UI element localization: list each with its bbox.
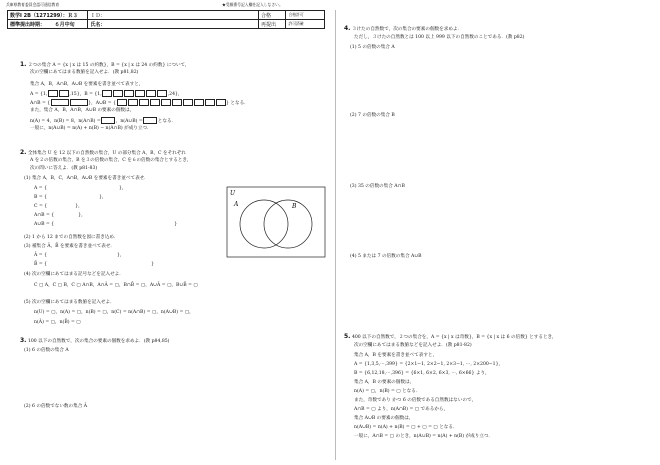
answer-box[interactable] xyxy=(101,117,115,124)
venn-a-label: A xyxy=(234,201,239,208)
header-table xyxy=(7,10,325,29)
q1-line3 xyxy=(30,99,249,107)
q3-intro-line xyxy=(20,338,169,345)
answer-box[interactable] xyxy=(194,99,204,106)
pass-label: 合格 xyxy=(258,11,286,20)
set-a-label: A = { xyxy=(34,186,48,191)
answer-box[interactable] xyxy=(205,99,215,106)
q2-intro-line xyxy=(20,150,186,157)
q4-part2: (2) 7 の倍数の集合 B xyxy=(350,113,395,118)
q5-line5[interactable]: n(A) = ▢，n(B) = ▢ となる． xyxy=(354,389,421,394)
answer-box[interactable] xyxy=(150,99,160,106)
q1-l2c: ,24}， xyxy=(167,92,183,97)
q4-part3: (3) 35 の倍数の集合 A∩B xyxy=(350,184,405,189)
q1-l2a: A = {1, xyxy=(30,92,48,97)
q4-number: 4. xyxy=(344,25,351,32)
q5-line6: また，奇数であり かつ 6 の倍数である自然数はないので， xyxy=(354,398,477,403)
q2-bbar xyxy=(34,262,154,268)
q3-part2: (2) 6 の倍数でない数の集合 Ā xyxy=(24,404,88,409)
q1-line1: 集合 A，B，A∩B，A∪B を要素を書き並べて表すと， xyxy=(30,82,144,87)
deadline-cell xyxy=(8,20,88,29)
set-close: }， xyxy=(119,186,127,191)
header-note: ★受験番号記入欄を記入しなさい。 xyxy=(222,2,283,7)
abar-label: Ā = { xyxy=(34,253,48,258)
q2-intro2: A を２の倍数の集合，B を３の倍数の集合，C を６の倍数の集合とするとき， xyxy=(30,158,192,163)
q5-intro2: 次の空欄にあてはまる数値などを記入せよ．(教 p81-82) xyxy=(354,343,472,348)
answer-box[interactable] xyxy=(172,99,182,106)
q1-intro-line xyxy=(20,62,190,69)
q5-line4: 集合 A，B の要素の個数は， xyxy=(354,380,415,385)
answer-box[interactable] xyxy=(157,90,167,97)
q4-intro-line xyxy=(344,26,462,33)
q5-number: 5. xyxy=(344,333,351,340)
pass-box: 合格許可 xyxy=(286,11,325,20)
set-close: }， xyxy=(99,195,107,200)
q5-line10[interactable]: 一般に，A∩B = ▢ のとき，n(A∪B) = n(A) + n(B) が成り立つ． xyxy=(354,434,493,439)
venn-diagram[interactable] xyxy=(226,186,326,258)
q5-line8: 集合 A∪B の要素の個数は， xyxy=(354,416,414,421)
answer-box[interactable] xyxy=(135,90,145,97)
set-aub-label: A∪B = { xyxy=(34,222,55,227)
deadline-label: 標準提出時期： xyxy=(10,21,46,28)
answer-box[interactable] xyxy=(128,99,138,106)
q2-part4: (4) 次の空欄にあてはまる記号などを記入せよ． xyxy=(24,272,124,277)
q1-l2b: ,15}，B = {1, xyxy=(69,92,102,97)
q1-l5b: ，n(A∪B) = xyxy=(115,119,143,124)
q2-part3: (3) 補集合 Ā，B̄ を要素を書き並べて表せ． xyxy=(24,244,115,249)
answer-box[interactable] xyxy=(216,99,226,106)
set-b-label: B = { xyxy=(34,195,48,200)
set-close: } xyxy=(151,262,155,267)
q2-abar xyxy=(34,253,125,259)
deadline-value: ６月中旬 xyxy=(54,21,75,28)
resubmit-label: 再提出 xyxy=(258,20,286,29)
q4-intro2: ただし，３けたの自然数とは 100 以上 999 以下の自然数のことである．(教 p82) xyxy=(354,35,525,40)
q1-intro: ２つの集合 A = {x | x は 15 の約数}，B = {x | x は 24 の約数} について， xyxy=(27,63,190,68)
q1-l5c: となる． xyxy=(157,119,177,124)
answer-box[interactable] xyxy=(161,99,171,106)
q2-part5-line2[interactable]: n(Ā) = ▢，n(B̄) = ▢ xyxy=(34,320,81,325)
q5-line1: 集合 A，B を要素を書き並べて表すと， xyxy=(354,353,438,358)
q3-intro: 100 以下の自然数で，次の集合の要素の個数を求めよ．(教 p84,85) xyxy=(27,339,170,344)
q1-l5a: n(A) = 4，n(B) = 8，n(A∩B) = xyxy=(30,119,101,124)
q1-number: 1. xyxy=(20,61,27,68)
q5-line9[interactable]: n(A∪B) = n(A) + n(B) = ▢ + ▢ = ▢ となる． xyxy=(354,425,458,430)
q2-set-anb xyxy=(34,213,86,219)
q2-part5: (5) 次の空欄にあてはまる数値を記入せよ． xyxy=(24,300,115,305)
q5-line2: A = {1,3,5,⋯,399} = {2×1−1, 2×2−1, 2×3−1, ⋯, 2×200−1}， xyxy=(354,362,504,367)
q1-l3b: }，A∪B = { xyxy=(88,101,117,106)
q1-line2 xyxy=(30,90,183,98)
answer-box[interactable] xyxy=(51,99,69,106)
set-anb-label: A∩B = { xyxy=(34,213,55,218)
column-divider xyxy=(335,10,336,460)
q2-part5-line1[interactable]: n(U) = ▢，n(A) = ▢，n(B) = ▢，n(C) = n(A∩B) = ▢，n(A∪B) = ▢， xyxy=(34,310,194,315)
q1-line6: 一般に，n(A∪B) = n(A) + n(B) − n(A∩B) が成り立つ． xyxy=(30,126,152,131)
set-close: }， xyxy=(75,204,83,209)
answer-box[interactable] xyxy=(102,90,112,97)
answer-box[interactable] xyxy=(139,99,149,106)
q5-line3: B = {6,12,18,⋯,396} = {6×1, 6×2, 6×3, ⋯, 6×66} より， xyxy=(354,371,490,376)
q1-l3c: } となる． xyxy=(226,101,249,106)
subject-title: 数学Ⅰ 2B（1271299）：Ｒ３ xyxy=(8,11,88,20)
venn-u-label: U xyxy=(230,190,236,197)
q4-intro: ３けたの自然数で，次の集合の要素の個数を求めよ． xyxy=(351,27,463,32)
q1-instruction: 次の空欄にあてはまる数値を記入せよ．(教 p81,82) xyxy=(30,70,139,75)
school-label: 兵庫県教育委員会認可通信教育 xyxy=(6,2,60,7)
q2-set-aub xyxy=(34,222,177,228)
q3-number: 3. xyxy=(20,337,27,344)
answer-box[interactable] xyxy=(124,90,134,97)
q2-part4-line[interactable]: C ▢ A，C ▢ B，C ▢ A∩B，A∩Ā = ▢，B∩B̄ = ▢，A∪Ā = ▢，B∪B̄ = ▢ xyxy=(34,283,198,288)
q2-intro3: 次の問いに答えよ．(教 p81-83) xyxy=(30,166,98,171)
q4-part1: (1) 5 の倍数の集合 A xyxy=(350,45,395,50)
answer-box[interactable] xyxy=(183,99,193,106)
q2-set-a xyxy=(34,186,127,192)
answer-box[interactable] xyxy=(143,117,157,124)
answer-box[interactable] xyxy=(48,90,58,97)
q2-part2: (2) 1 から 12 までの自然数を図に書き込め． xyxy=(24,235,119,240)
answer-box[interactable] xyxy=(117,99,127,106)
q1-l3a: A∩B = { xyxy=(30,101,51,106)
q1-line5 xyxy=(30,117,176,125)
set-close: }， xyxy=(117,253,125,258)
q5-intro: 400 以下の自然数で，２つの集合を，A = {x | x は奇数}，B = {x | x は 6 の倍数} とするとき， xyxy=(351,335,557,340)
q3-part1: (1) 6 の倍数の集合 A xyxy=(24,348,69,353)
set-close: }， xyxy=(78,213,86,218)
id-label: ＩＤ： xyxy=(90,12,106,19)
name-label: 氏名： xyxy=(90,21,106,28)
answer-box[interactable] xyxy=(146,90,156,97)
answer-box[interactable] xyxy=(70,99,88,106)
q2-intro: 全体集合 U を 12 以下の自然数の集合，U の部分集合 A，B，C をそれぞれ xyxy=(27,151,186,156)
set-c-label: C = { xyxy=(34,204,48,209)
q1-line4: また，集合 A，B，A∩B，A∪B の要素の個数は， xyxy=(30,108,135,113)
q2-number: 2. xyxy=(20,149,27,156)
q5-intro-line xyxy=(344,334,557,341)
bbar-label: B̄ = { xyxy=(34,262,48,267)
q4-part4: (4) 5 または 7 の倍数の集合 A∪B xyxy=(350,254,422,259)
q2-set-c xyxy=(34,204,83,210)
answer-box[interactable] xyxy=(113,90,123,97)
answer-box[interactable] xyxy=(59,90,69,97)
q2-part1: (1) 集合 A，B，C，A∩B，A∪B を要素を書き並べて表せ． xyxy=(24,176,149,181)
set-close: } xyxy=(174,222,178,227)
q5-line7[interactable]: A∩B = ▢ より，n(A∩B) = ▢ であるから， xyxy=(354,407,449,412)
q2-set-b xyxy=(34,195,107,201)
id-field[interactable] xyxy=(88,11,259,20)
resubmit-box: 許可済確 xyxy=(286,20,325,29)
venn-b-label: B xyxy=(292,203,297,210)
name-field[interactable] xyxy=(88,20,259,29)
